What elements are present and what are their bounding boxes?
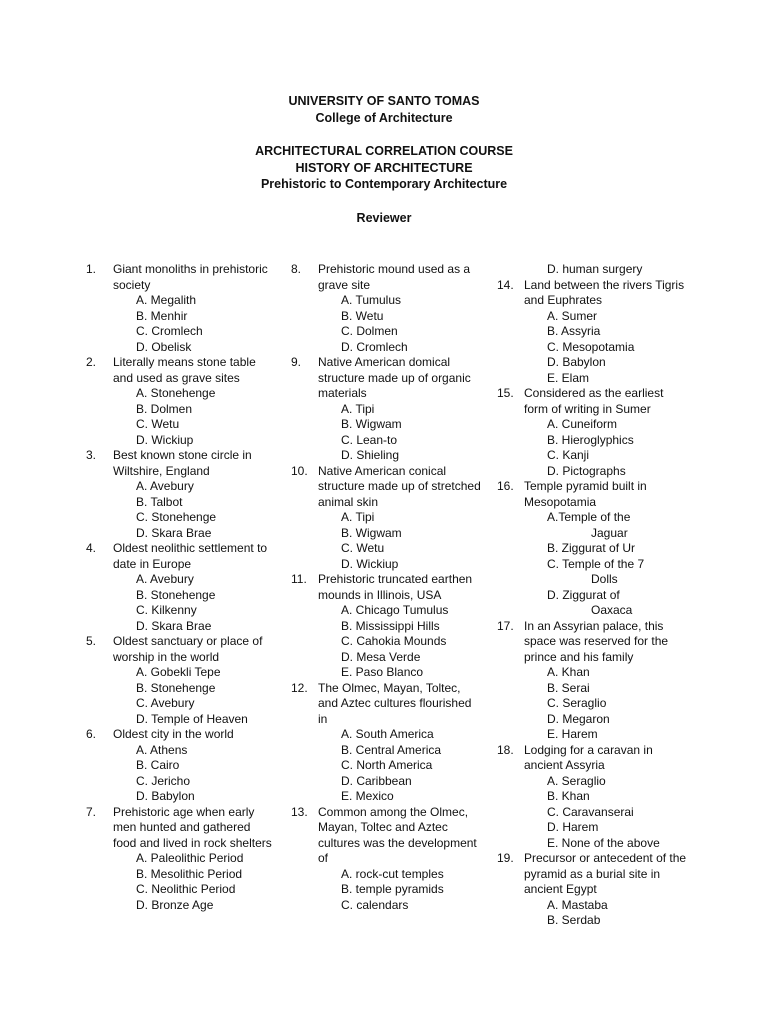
answer-option: D. Cromlech (341, 339, 408, 354)
question-text: The Olmec, Mayan, Toltec, and Aztec cultures flourished in (318, 680, 472, 726)
answer-option: C. Caravanserai (547, 804, 634, 819)
answer-option: D. Harem (547, 820, 599, 834)
answer-option: D. Bronze Age (136, 897, 214, 912)
answer-option: B. Mesolithic Period (136, 866, 243, 881)
answer-option: A. Avebury (136, 479, 194, 493)
question-text: Considered as the earliest form of writing in Sumer (524, 386, 664, 416)
answer-option: D. Megaron (547, 711, 610, 726)
question-number: 14. (497, 277, 514, 292)
answer-option: D. Wickiup (341, 556, 399, 571)
question-item (291, 572, 481, 603)
question-text: Temple pyramid built in Mesopotamia (524, 479, 647, 509)
answer-option: A.Temple of the (547, 510, 631, 524)
question-number: 16. (497, 479, 514, 493)
question-text: Prehistoric truncated earthen mounds in Illinois, USA (318, 572, 473, 602)
answer-option: D. Mesa Verde (341, 649, 421, 664)
question-text: Best known stone circle in Wiltshire, England (113, 448, 252, 478)
answer-option: D. Pictographs (547, 463, 626, 478)
answer-option: C. Cahokia Mounds (341, 634, 447, 648)
answer-option: B. temple pyramids (341, 882, 444, 896)
answer-option-continuation: Jaguar (591, 525, 628, 540)
question-text: Prehistoric mound used as a grave site (318, 262, 471, 292)
answer-option: A. Paleolithic Period (136, 851, 244, 865)
answer-option: C. Avebury (136, 696, 195, 710)
question-item (291, 262, 481, 293)
question-number: 6. (86, 727, 97, 741)
question-column-3 (497, 262, 687, 929)
answer-option: A. Stonehenge (136, 386, 216, 400)
question-item (86, 634, 276, 665)
answer-option: C. Wetu (341, 541, 385, 555)
answer-option: A. Tumulus (341, 293, 402, 307)
answer-option: A. Chicago Tumulus (341, 603, 449, 617)
answer-option: C. Lean-to (341, 432, 398, 447)
answer-option: B. Dolmen (136, 401, 193, 416)
question-number: 5. (86, 634, 97, 648)
question-text: Lodging for a caravan in ancient Assyria (524, 742, 653, 772)
answer-option: E. Elam (547, 370, 590, 385)
answer-option: A. Gobekli Tepe (136, 665, 221, 679)
answer-option: C. Stonehenge (136, 510, 217, 524)
answer-option: C. North America (341, 758, 433, 772)
document-header (0, 93, 768, 226)
answer-option: D. human surgery (547, 262, 643, 276)
question-number: 12. (291, 680, 308, 695)
question-number: 7. (86, 804, 97, 819)
question-item (86, 541, 276, 572)
answer-option: E. Paso Blanco (341, 665, 424, 679)
answer-option-continuation: Dolls (591, 572, 618, 586)
answer-option: B. Mississippi Hills (341, 618, 440, 633)
question-item (497, 278, 687, 309)
question-item (291, 805, 481, 867)
question-text: Common among the Olmec, Mayan, Toltec and Aztec cultures was the development of (318, 804, 477, 865)
subject-title: HISTORY OF ARCHITECTURE (295, 160, 473, 175)
answer-option: C. Jericho (136, 773, 191, 788)
question-number: 1. (86, 262, 97, 276)
answer-option: E. Mexico (341, 789, 394, 803)
question-item (86, 805, 276, 852)
answer-option: D. Babylon (136, 789, 195, 803)
question-number: 17. (497, 618, 514, 633)
question-number: 10. (291, 463, 308, 478)
answer-option: D. Skara Brae (136, 618, 212, 633)
question-item (86, 262, 276, 293)
question-text: Precursor or antecedent of the pyramid as a burial site in ancient Egypt (524, 851, 687, 896)
answer-option: D. Obelisk (136, 339, 192, 354)
answer-option: D. Temple of Heaven (136, 711, 248, 726)
answer-option: D. Babylon (547, 355, 606, 369)
answer-option: E. Harem (547, 727, 598, 741)
question-column-2 (291, 262, 481, 913)
answer-option: C. Seraglio (547, 696, 607, 710)
college-name: College of Architecture (315, 110, 453, 125)
answer-option: A. Tipi (341, 510, 375, 524)
question-text: Literally means stone table and used as grave sites (113, 355, 256, 385)
question-number: 8. (291, 262, 302, 276)
answer-option: B. Menhir (136, 308, 188, 323)
question-number: 11. (291, 572, 307, 586)
question-text: Oldest sanctuary or place of worship in the world (113, 634, 263, 664)
answer-option: A. Seraglio (547, 773, 606, 788)
answer-option: D. Caribbean (341, 773, 412, 788)
answer-option: D. Wickiup (136, 432, 194, 447)
document-type: Reviewer (356, 210, 412, 225)
answer-option: B. Serdab (547, 913, 601, 927)
answer-option: B. Khan (547, 789, 590, 803)
answer-option: B. Wigwam (341, 417, 402, 431)
question-text: Oldest neolithic settlement to date in Europe (113, 541, 268, 571)
answer-option: D. Shieling (341, 448, 400, 462)
answer-option: B. Cairo (136, 758, 180, 772)
answer-option: C. Neolithic Period (136, 882, 236, 896)
answer-option: D. Skara Brae (136, 525, 212, 540)
question-text: Prehistoric age when early men hunted and gathered food and lived in rock shelters (113, 804, 272, 850)
answer-option: A. Sumer (547, 308, 598, 323)
question-number: 2. (86, 355, 97, 369)
course-title: ARCHITECTURAL CORRELATION COURSE (255, 144, 513, 158)
answer-option: D. Ziggurat of (547, 587, 620, 602)
answer-option: C. Kilkenny (136, 603, 197, 617)
question-number: 19. (497, 851, 514, 865)
question-number: 4. (86, 541, 97, 555)
question-item (291, 681, 481, 728)
scope-title: Prehistoric to Contemporary Architecture (260, 177, 508, 191)
answer-option: A. Khan (547, 665, 590, 679)
answer-option: A. South America (341, 727, 434, 741)
answer-option: B. Stonehenge (136, 587, 216, 602)
question-text: In an Assyrian palace, this space was reserved for the prince and his family (524, 618, 669, 664)
question-item (497, 619, 687, 666)
question-column-1 (86, 262, 276, 913)
answer-option: C. Temple of the 7 (547, 556, 645, 571)
question-item (497, 743, 687, 774)
answer-option: A. rock-cut temples (341, 866, 444, 881)
answer-option: B. Ziggurat of Ur (547, 541, 636, 555)
answer-option: C. Wetu (136, 417, 180, 431)
answer-option: B. Hieroglyphics (547, 432, 634, 447)
question-text: Oldest city in the world (113, 727, 234, 741)
question-item (291, 355, 481, 402)
answer-option: C. Dolmen (341, 324, 398, 338)
answer-option: A. Cuneiform (547, 417, 618, 431)
answer-option: B. Serai (547, 680, 590, 695)
question-number: 15. (497, 386, 514, 400)
question-number: 18. (497, 742, 514, 757)
question-item (497, 386, 687, 417)
answer-option: C. Cromlech (136, 324, 203, 338)
question-item (497, 851, 687, 898)
question-text: Giant monoliths in prehistoric society (113, 262, 268, 292)
answer-option: B. Talbot (136, 494, 183, 509)
answer-option: A. Mastaba (547, 897, 608, 912)
answer-option: B. Wetu (341, 308, 384, 323)
answer-option: A. Athens (136, 742, 188, 757)
answer-option: B. Central America (341, 742, 442, 757)
answer-option-continuation: Oaxaca (591, 603, 633, 617)
question-item (497, 479, 687, 510)
answer-option: E. None of the above (547, 835, 660, 850)
answer-option: A. Megalith (136, 293, 197, 307)
answer-option: B. Wigwam (341, 525, 402, 540)
question-text: Native American domical structure made up of organic materials (318, 355, 471, 400)
answer-option: C. Mesopotamia (547, 339, 635, 354)
question-item (86, 355, 276, 386)
university-name: UNIVERSITY OF SANTO TOMAS (288, 94, 480, 108)
question-number: 13. (291, 804, 308, 819)
answer-option: C. calendars (341, 897, 409, 912)
answer-option: B. Stonehenge (136, 680, 216, 695)
answer-option: A. Tipi (341, 401, 375, 416)
question-text: Land between the rivers Tigris and Euphrates (524, 277, 685, 307)
question-item (291, 464, 481, 511)
answer-option: B. Assyria (547, 324, 601, 338)
question-item (86, 448, 276, 479)
answer-option: A. Avebury (136, 572, 194, 586)
question-number: 9. (291, 355, 302, 369)
question-text: Native American conical structure made up of stretched animal skin (318, 463, 481, 509)
question-item (86, 727, 276, 743)
question-number: 3. (86, 448, 97, 462)
answer-option: C. Kanji (547, 448, 590, 462)
